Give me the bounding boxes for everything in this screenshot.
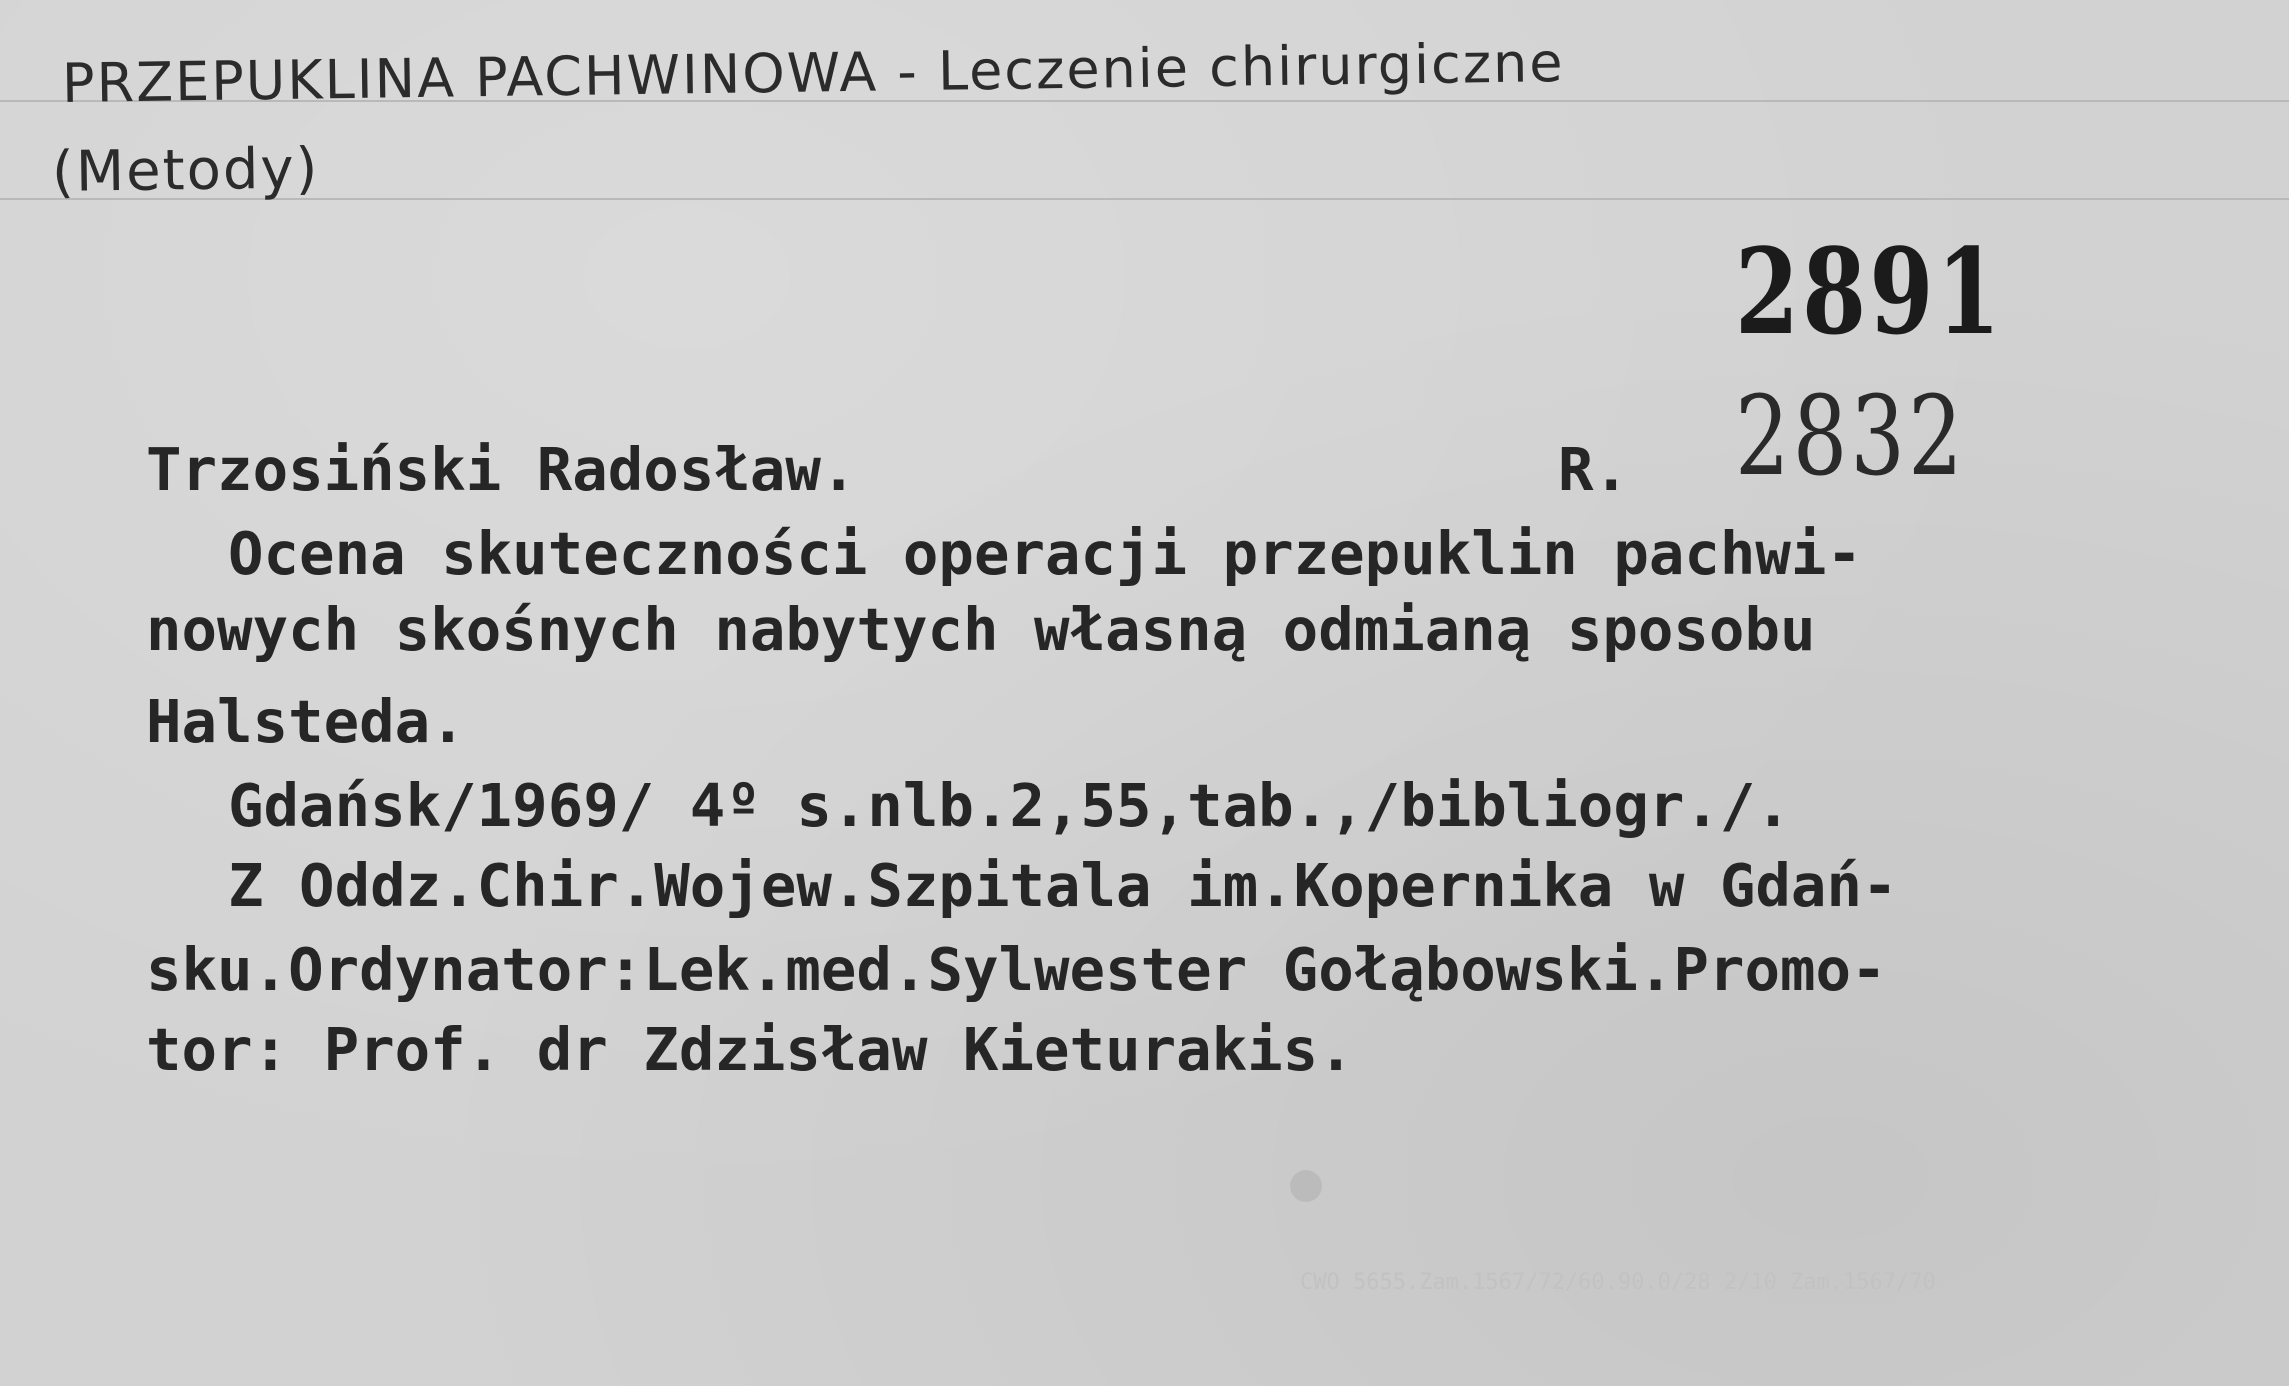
call-number-prefix: R. <box>1558 435 1630 504</box>
accession-number: 2891 <box>1735 222 2004 361</box>
note-line: tor: Prof. dr Zdzisław Kieturakis. <box>146 1015 1354 1084</box>
subject-heading: PRZEPUKLINA PACHWINOWA - Leczenie chirurgiczne <box>61 31 1565 115</box>
title-line: nowych skośnych nabytych własną odmianą sposobu <box>146 595 1816 664</box>
imprint-line: Gdańsk/1969/ 4º s.nlb.2,55,tab.,/bibliogr./. <box>228 771 1791 840</box>
ruled-line <box>0 198 2289 200</box>
title-line: Halsteda. <box>146 687 466 756</box>
note-line: sku.Ordynator:Lek.med.Sylwester Gołąbowski.Promo- <box>146 935 1887 1004</box>
ink-smudge <box>1290 1170 1322 1202</box>
subject-note: (Metody) <box>51 136 320 205</box>
author-name: Trzosiński Radosław. <box>146 435 857 504</box>
printer-imprint: CWO 5655.Zam.1567/72/60.90.0/28 2/10 Zam.1567/70 <box>1300 1270 1936 1295</box>
call-number: 2832 <box>1735 372 1966 500</box>
note-line: Z Oddz.Chir.Wojew.Szpitala im.Kopernika w Gdań- <box>228 851 1898 920</box>
title-line: Ocena skuteczności operacji przepuklin pachwi- <box>228 519 1862 588</box>
